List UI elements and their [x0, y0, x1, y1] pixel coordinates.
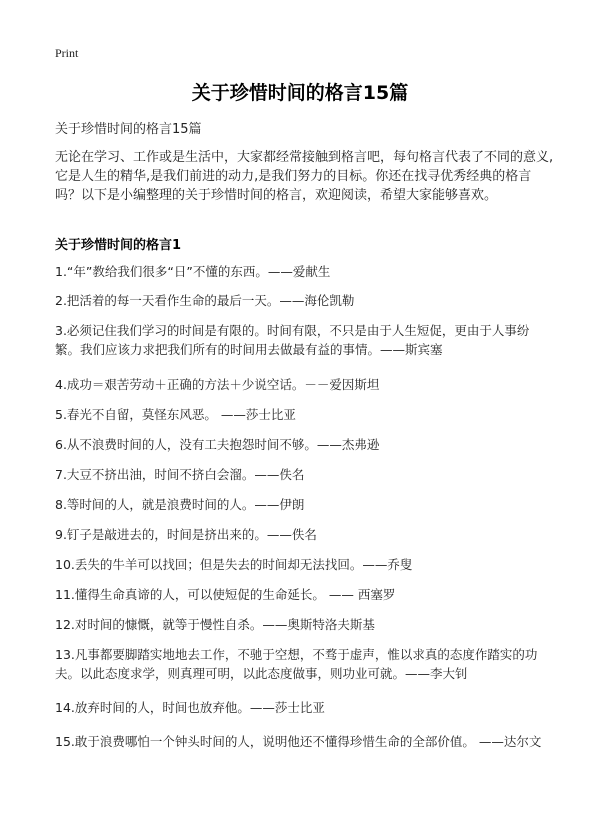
intro-paragraph: 无论在学习、工作或是生活中，大家都经常接触到格言吧，每句格言代表了不同的意义,它是人生的精华,是我们前进的动力,是我们努力的目标。你还在找寻优秀经典的格言吗？以下是小编整理的关于珍惜时间的格言，欢迎阅读，希望大家能够喜欢。	[55, 150, 554, 203]
quote-item: 6.从不浪费时间的人，没有工夫抱怨时间不够。——杰弗逊	[55, 437, 380, 452]
quote-item: 1.“年”教给我们很多“日”不懂的东西。——爱献生	[55, 264, 331, 279]
quote-list	[55, 262, 550, 772]
quote-item: 3.必须记住我们学习的时间是有限的。时间有限，不只是由于人生短促，更由于人事纷繁。我们应该力求把我们所有的时间用去做最有益的事情。——斯宾塞	[55, 323, 530, 357]
print-link[interactable]: Print	[55, 46, 79, 60]
quote-item: 13.凡事都要脚踏实地地去工作，不驰于空想，不骛于虚声，惟以求真的态度作踏实的功夫。以此态度求学，则真理可明，以此态度做事，则功业可就。——李大钊	[55, 647, 538, 681]
page-title: 关于珍惜时间的格言15篇	[191, 82, 409, 104]
section-heading: 关于珍惜时间的格言1	[55, 238, 182, 253]
quote-item: 7.大豆不挤出油，时间不挤白会溜。——佚名	[55, 467, 305, 482]
quote-item: 4.成功＝艰苦劳动＋正确的方法＋少说空话。－－爱因斯坦	[55, 377, 380, 392]
quote-item: 10.丢失的牛羊可以找回；但是失去的时间却无法找回。——乔叟	[55, 557, 413, 572]
quote-item: 8.等时间的人，就是浪费时间的人。——伊朗	[55, 497, 305, 512]
quote-item: 5.春光不自留，莫怪东风恶。 ——莎士比亚	[55, 407, 296, 422]
quote-item: 15.敢于浪费哪怕一个钟头时间的人，说明他还不懂得珍惜生命的全部价值。 ——达尔文	[55, 734, 542, 749]
quote-item: 11.懂得生命真谛的人，可以使短促的生命延长。 —— 西塞罗	[55, 587, 396, 602]
document-subtitle: 关于珍惜时间的格言15篇	[55, 122, 202, 137]
quote-item: 2.把活着的每一天看作生命的最后一天。——海伦凯勒	[55, 293, 355, 308]
quote-item: 12.对时间的慷慨，就等于慢性自杀。——奥斯特洛夫斯基	[55, 617, 375, 632]
quote-item: 9.钉子是敲进去的，时间是挤出来的。——佚名	[55, 527, 317, 542]
quote-item: 14.放弃时间的人，时间也放弃他。——莎士比亚	[55, 700, 325, 715]
